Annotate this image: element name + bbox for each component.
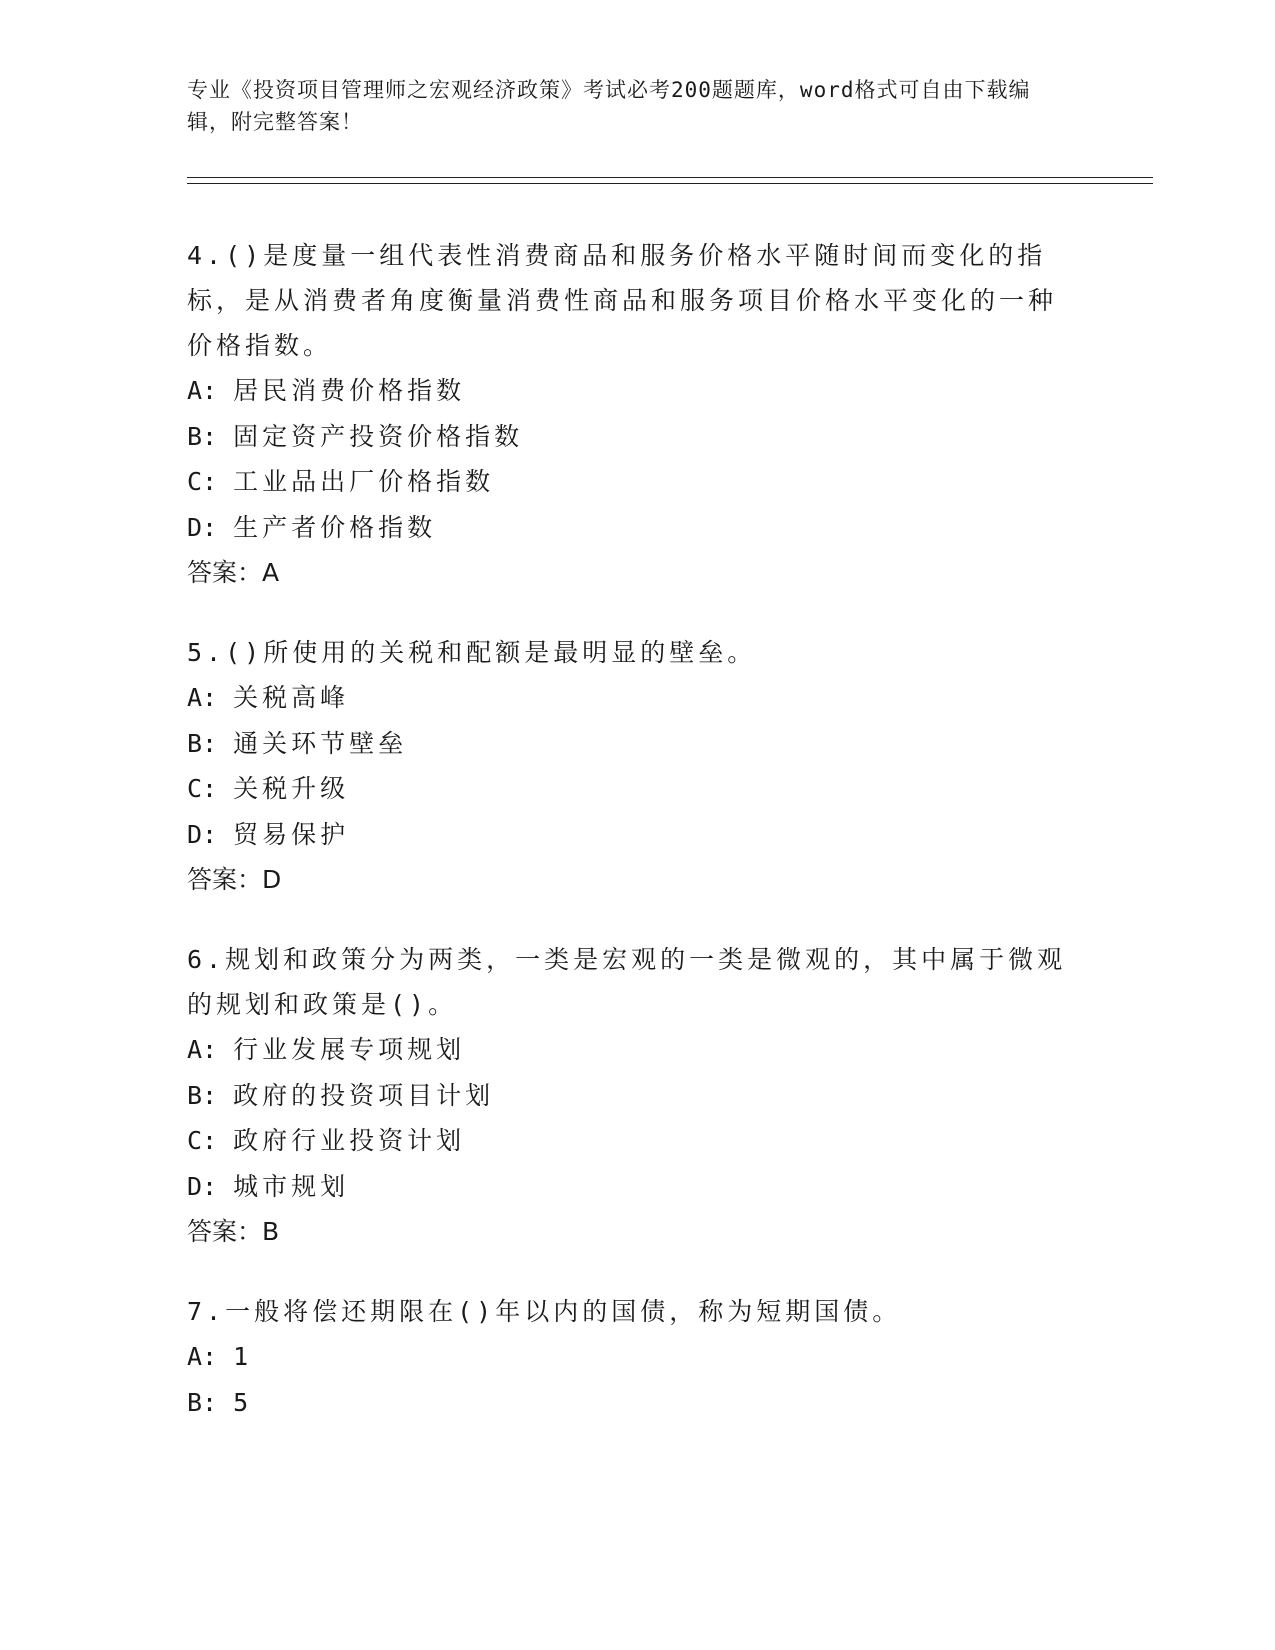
question-block — [187, 233, 1067, 596]
option-text: 行业发展专项规划 — [233, 1035, 466, 1064]
option-text: 生产者价格指数 — [233, 512, 437, 542]
option-d — [187, 505, 1067, 551]
option-d — [187, 812, 1067, 858]
question-block — [187, 630, 1067, 903]
option-letter: A: — [187, 376, 218, 405]
option-letter: D: — [187, 1171, 218, 1201]
option-text: 关税升级 — [233, 774, 350, 803]
header-divider-top — [187, 177, 1153, 178]
option-text: 关税高峰 — [233, 683, 350, 712]
option-a — [187, 368, 1067, 414]
option-letter: B: — [187, 728, 218, 758]
option-d — [187, 1164, 1067, 1210]
option-text: 政府行业投资计划 — [233, 1126, 466, 1155]
option-c — [187, 766, 1067, 812]
option-b — [187, 1073, 1067, 1119]
question-stem: 6.规划和政策分为两类，一类是宏观的一类是微观的，其中属于微观的规划和政策是()。 — [187, 945, 1067, 1019]
option-letter: D: — [187, 512, 218, 542]
option-c — [187, 1118, 1067, 1164]
question-stem: 7.一般将偿还期限在()年以内的国债，称为短期国债。 — [187, 1297, 902, 1326]
option-letter: D: — [187, 819, 218, 849]
question-stem: 4.()是度量一组代表性消费商品和服务价格水平随时间而变化的指标，是从消费者角度衡量消费性商品和服务项目价格水平变化的一种价格指数。 — [187, 241, 1058, 360]
option-letter: B: — [187, 421, 218, 451]
answer-line: 答案：A — [187, 558, 280, 587]
option-b — [187, 1380, 1067, 1426]
document-header: 专业《投资项目管理师之宏观经济政策》考试必考200题题库，word格式可自由下载编辑，附完整答案！ — [187, 78, 1031, 134]
option-a — [187, 675, 1067, 721]
option-text: 工业品出厂价格指数 — [233, 467, 495, 496]
option-letter: B: — [187, 1387, 218, 1417]
option-text: 政府的投资项目计划 — [233, 1080, 495, 1110]
question-block — [187, 1289, 1067, 1425]
option-a — [187, 1334, 1067, 1380]
option-text: 通关环节壁垒 — [233, 728, 408, 758]
question-list — [187, 233, 1067, 1459]
header-divider-bottom — [187, 183, 1153, 184]
option-text: 居民消费价格指数 — [233, 376, 466, 405]
option-letter: C: — [187, 467, 218, 496]
option-letter: A: — [187, 1035, 218, 1064]
option-text: 城市规划 — [233, 1171, 350, 1201]
answer-line: 答案：B — [187, 1217, 280, 1246]
option-c — [187, 459, 1067, 505]
option-text: 1 — [233, 1342, 253, 1371]
option-letter: A: — [187, 683, 218, 712]
option-text: 5 — [233, 1387, 253, 1417]
option-letter: C: — [187, 774, 218, 803]
option-b — [187, 414, 1067, 460]
question-stem: 5.()所使用的关税和配额是最明显的壁垒。 — [187, 638, 757, 667]
option-text: 贸易保护 — [233, 819, 350, 849]
option-letter: B: — [187, 1080, 218, 1110]
option-letter: A: — [187, 1342, 218, 1371]
option-text: 固定资产投资价格指数 — [233, 421, 524, 451]
answer-line: 答案：D — [187, 865, 282, 894]
option-letter: C: — [187, 1126, 218, 1155]
question-block — [187, 937, 1067, 1255]
option-b — [187, 721, 1067, 767]
option-a — [187, 1027, 1067, 1073]
